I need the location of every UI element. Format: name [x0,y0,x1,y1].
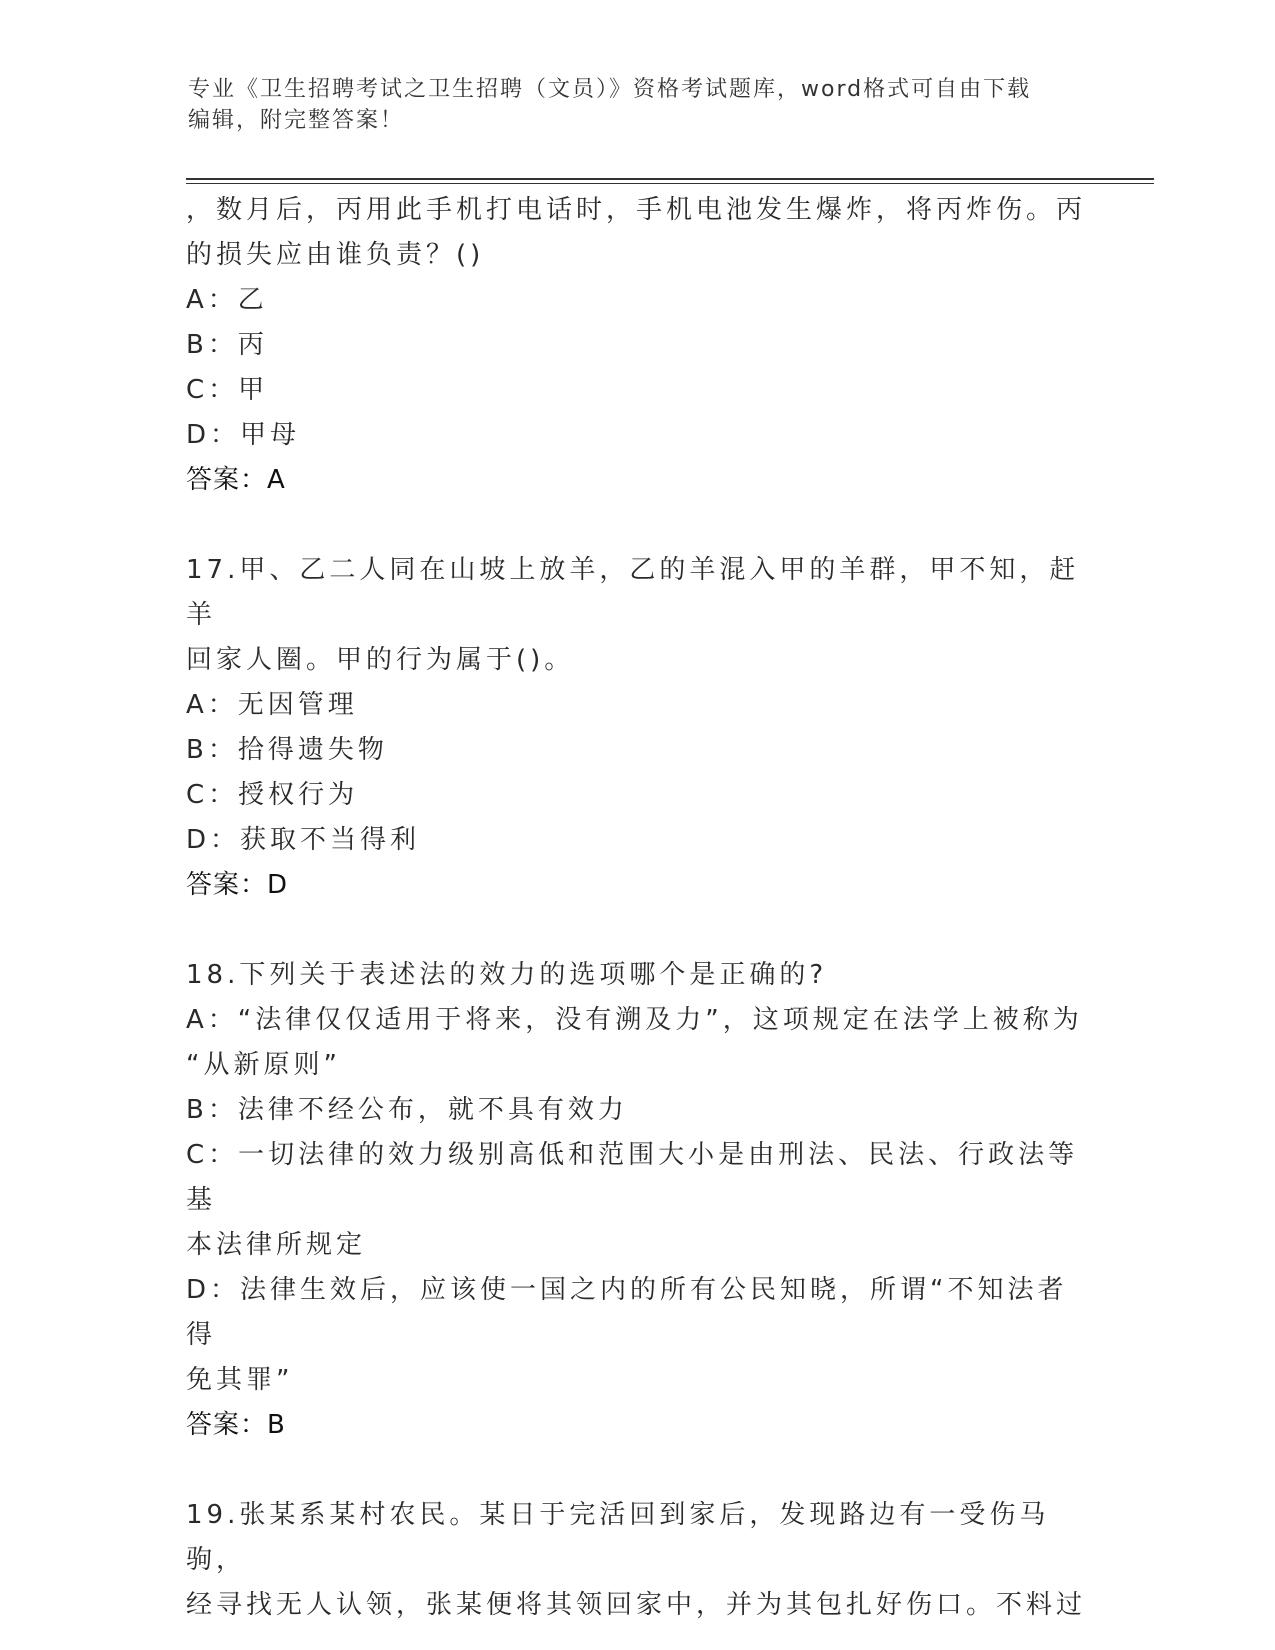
question-17-stem-line-2: 回家人圈。甲的行为属于()。 [186,645,575,675]
spacer [186,503,1086,548]
question-17-option-c: C：授权行为 [186,780,359,810]
question-17-stem-line-1: 17.甲、乙二人同在山坡上放羊，乙的羊混入甲的羊群，甲不知，赶羊 [186,555,1080,630]
question-content [186,188,1086,1628]
question-18-option-a-line-2: “从新原则” [186,1050,341,1080]
question-17-answer: 答案：D [186,870,289,900]
question-16-option-d: D：甲母 [186,420,301,450]
spacer [186,1448,1086,1493]
question-18-option-c-line-1: C：一切法律的效力级别高低和范围大小是由刑法、民法、行政法等基 [186,1140,1079,1215]
spacer [186,908,1086,953]
question-16-stem-line-2: 的损失应由谁负责？() [186,240,485,270]
question-18-option-c-line-2: 本法律所规定 [186,1230,367,1260]
question-18-option-d-line-1: D：法律生效后，应该使一国之内的所有公民知晓，所谓“不知法者得 [186,1275,1068,1350]
question-17-option-a: A：无因管理 [186,690,358,720]
question-18-option-a-line-1: A：“法律仅仅适用于将来，没有溯及力”，这项规定在法学上被称为 [186,1005,1083,1035]
question-16-answer: 答案：A [186,465,286,495]
question-17-option-b: B：拾得遗失物 [186,735,388,765]
question-17-option-d: D：获取不当得利 [186,825,421,855]
question-16-option-c: C：甲 [186,375,269,405]
question-16-option-b: B：丙 [186,330,268,360]
header-divider-thin [186,183,1154,184]
header-line-2: 编辑，附完整答案！ [188,108,405,133]
question-17 [186,548,1086,908]
question-18-option-d-line-2: 免其罪” [186,1365,294,1395]
question-16-option-a: A：乙 [186,285,268,315]
question-18-stem: 18.下列关于表述法的效力的选项哪个是正确的? [186,960,828,990]
question-18-answer: 答案：B [186,1410,286,1440]
question-18-option-b: B：法律不经公布，就不具有效力 [186,1095,628,1125]
question-19-stem-line-1: 19.张某系某村农民。某日于完活回到家后，发现路边有一受伤马驹， [186,1500,1050,1575]
question-19 [186,1493,1086,1628]
question-19-stem-line-2: 经寻找无人认领，张某便将其领回家中，并为其包扎好伤口。不料过 [186,1590,1087,1620]
question-16-stem-line-1: ，数月后，丙用此手机打电话时，手机电池发生爆炸，将丙炸伤。丙 [186,195,1087,225]
question-16 [186,188,1086,503]
header-line-1: 专业《卫生招聘考试之卫生招聘（文员）》资格考试题库，word格式可自由下载 [188,77,1032,102]
document-header [188,74,1088,136]
question-18 [186,953,1086,1448]
header-divider-thick [186,178,1154,180]
